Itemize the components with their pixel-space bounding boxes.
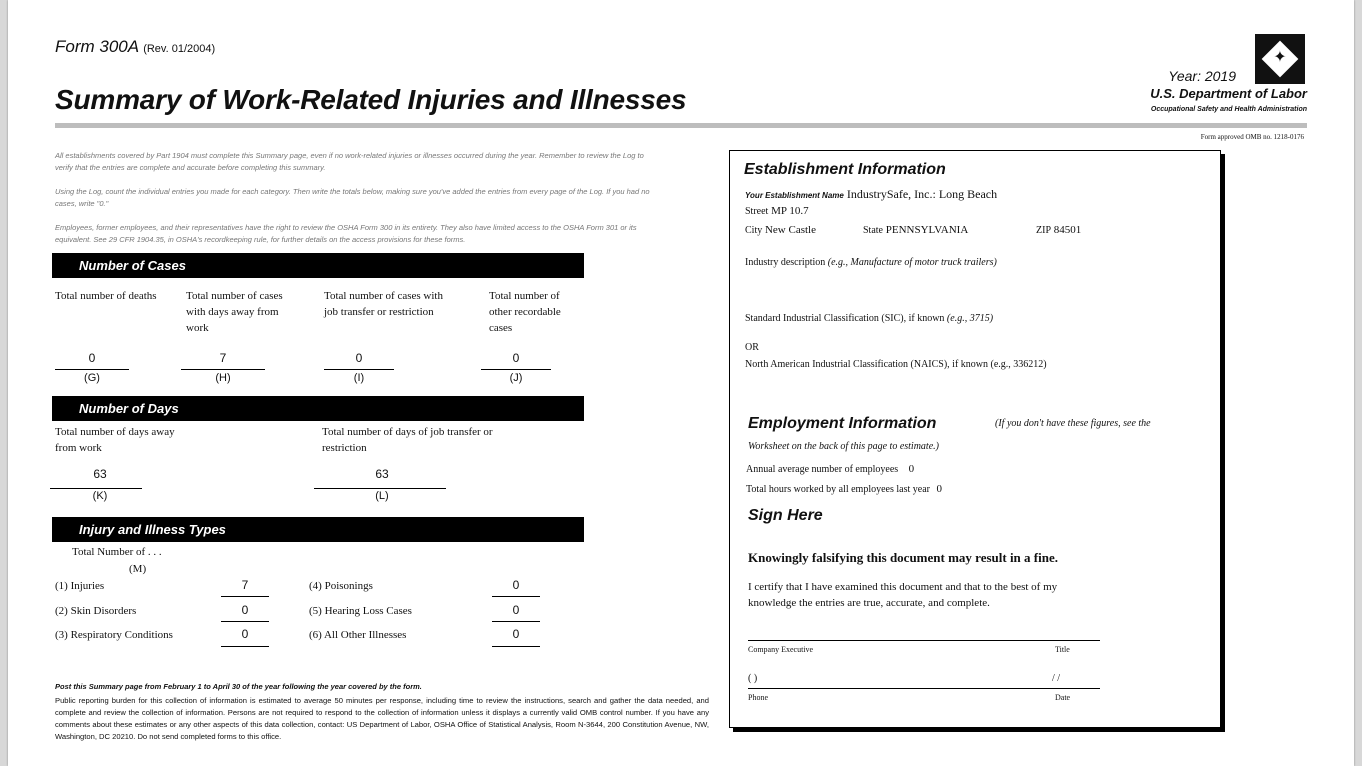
avg-employees-label: Annual average number of employees [746, 464, 899, 475]
other-recordable-label: Total number of other recordable cases [489, 290, 561, 334]
days-transfer-label: Total number of days of job transfer or restriction [322, 426, 493, 454]
days-away-value: 63 [93, 467, 107, 481]
poisonings-label: (4) Poisonings [309, 580, 373, 592]
injuries-value: 7 [241, 578, 249, 592]
burden-statement: Public reporting burden for this collection of information is estimated to average 50 minutes per response, including time to review the instructions, search and gather the data needed, and complete and review the collection of information. Persons are not required to respond to the collection of information unless it displays a currently valid OMB control number. If you have any comments about these estimates or any other aspects of this data collection, contact: US Department of Labor, OSHA Office of Statistical Analysis, Room N-3644, 200 Constitution Avenue, NW, Washington, DC 20210. Do not send completed forms to this office. [55, 696, 709, 741]
sic-example: (e.g., 3715) [946, 313, 994, 324]
injuries-label: (1) Injuries [55, 580, 105, 592]
skin-disorders-value: 0 [241, 603, 249, 617]
zip-row [1036, 224, 1081, 236]
underline [50, 488, 142, 489]
respiratory-value: 0 [241, 627, 249, 641]
avg-employees-value: 0 [908, 463, 915, 475]
code-m: (M) [129, 563, 147, 575]
certification-text: I certify that I have examined this document and that to the best of my knowledge the entries are true, accurate, and complete. [748, 581, 1058, 609]
poisonings-value: 0 [512, 578, 520, 592]
respiratory-label: (3) Respiratory Conditions [55, 629, 173, 641]
department-name: U.S. Department of Labor [1150, 86, 1307, 101]
underline [221, 621, 269, 622]
establishment-heading: Establishment Information [744, 161, 946, 178]
form-page [8, 0, 1354, 766]
city-label: City [745, 225, 763, 236]
code-k: (K) [92, 490, 108, 502]
days-away-cases-label: Total number of cases with days away from work [186, 290, 283, 334]
deaths-label: Total number of deaths [55, 290, 157, 302]
days-away-label: Total number of days away from work [55, 426, 175, 454]
other-illnesses-value: 0 [512, 627, 520, 641]
industry-label: Industry description [745, 257, 826, 268]
state-row [863, 224, 968, 236]
intro-paragraph: Employees, former employees, and their representatives have the right to review the OSHA Form 300 in its entirety. They also have limited access to the OSHA Form 301 or its equivalent. See 29 CFR 1904.35, in OSHA's recordkeeping rule, for further details on the access provisions for these forms. [55, 223, 637, 244]
naics-label: North American Industrial Classification (NAICS), if known (e.g., 336212) [745, 359, 1047, 370]
skin-disorders-label: (2) Skin Disorders [55, 605, 137, 617]
days-transfer-value: 63 [375, 467, 389, 481]
executive-label: Company Executive [748, 645, 814, 654]
falsify-warning: Knowingly falsifying this document may result in a fine. [748, 550, 1058, 565]
city-value: New Castle [764, 224, 816, 236]
underline [492, 646, 540, 647]
industry-row [745, 257, 997, 268]
sign-heading: Sign Here [748, 507, 823, 524]
phone-label: Phone [748, 693, 768, 702]
intro-paragraph: All establishments covered by Part 1904 must complete this Summary page, even if no work-related injuries or illnesses occurred during the year. Remember to review the Log to verify that the entries are complete and accurate before completing this summary. [55, 151, 644, 172]
establishment-name-value: IndustrySafe, Inc.: Long Beach [846, 187, 998, 201]
city-row [745, 224, 816, 236]
street-label: Street [745, 206, 769, 217]
code-l: (L) [375, 490, 389, 502]
street-value: MP 10.7 [771, 205, 809, 217]
underline [55, 369, 129, 370]
zip-label: ZIP [1036, 225, 1051, 236]
code-i: (I) [353, 372, 365, 384]
street-row [745, 205, 809, 217]
title-label: Title [1055, 645, 1070, 654]
form-number: Form 300A (Rev. 01/2004) [55, 37, 216, 56]
establishment-name-row [745, 187, 997, 202]
omb-number: Form approved OMB no. 1218-0176 [1200, 133, 1304, 141]
sic-row [745, 313, 993, 324]
header-divider [55, 123, 1307, 128]
other-recordable-value: 0 [512, 351, 520, 365]
days-heading: Number of Days [52, 396, 584, 421]
underline [181, 369, 265, 370]
avg-employees-row [746, 463, 914, 475]
agency-name: Occupational Safety and Health Administration [1150, 106, 1307, 113]
deaths-value: 0 [88, 351, 96, 365]
code-j: (J) [509, 372, 523, 384]
page-title: Summary of Work-Related Injuries and Illnesses [55, 84, 687, 115]
underline [314, 488, 446, 489]
code-h: (H) [215, 372, 231, 384]
hearing-loss-value: 0 [512, 603, 520, 617]
post-notice: Post this Summary page from February 1 to April 30 of the year following the year covered by the form. [55, 682, 422, 691]
form-year: Year: 2019 [1168, 68, 1236, 84]
underline [324, 369, 394, 370]
days-away-cases-value: 7 [219, 351, 227, 365]
date-label: Date [1055, 693, 1071, 702]
phone-date-line[interactable] [748, 688, 1100, 689]
state-value: PENNSYLVANIA [885, 224, 969, 236]
employment-note-2: Worksheet on the back of this page to estimate.) [748, 441, 939, 452]
employment-heading: Employment Information [748, 415, 937, 432]
signature-line[interactable] [748, 640, 1100, 641]
underline [492, 596, 540, 597]
establishment-panel [729, 150, 1221, 728]
intro-paragraph: Using the Log, count the individual entries you made for each category. Then write the totals below, making sure you've added the entries from every page of the Log. If you had no cases, write "0." [55, 187, 650, 208]
establishment-name-label: Your Establishment Name [745, 191, 844, 200]
underline [221, 596, 269, 597]
cases-heading: Number of Cases [52, 253, 584, 278]
form-revision: (Rev. 01/2004) [143, 43, 216, 55]
underline [492, 621, 540, 622]
state-label: State [863, 225, 883, 236]
job-transfer-cases-label: Total number of cases with job transfer or restriction [324, 290, 443, 318]
zip-value: 84501 [1053, 224, 1082, 236]
other-illnesses-label: (6) All Other Illnesses [309, 629, 407, 641]
sic-label: Standard Industrial Classification (SIC), if known [745, 313, 945, 324]
industry-example: (e.g., Manufacture of motor truck trailers) [827, 257, 997, 268]
code-g: (G) [84, 372, 100, 384]
underline [221, 646, 269, 647]
dol-diamond-logo-icon: ✦ [1255, 34, 1305, 84]
underline [481, 369, 551, 370]
employment-note-1: (If you don't have these figures, see the [995, 418, 1151, 429]
total-hours-label: Total hours worked by all employees last year [746, 484, 930, 495]
total-hours-row [746, 483, 942, 495]
total-number-label: Total Number of . . . [72, 546, 162, 558]
or-text: OR [745, 342, 759, 353]
total-hours-value: 0 [936, 483, 942, 495]
job-transfer-cases-value: 0 [355, 351, 363, 365]
types-heading: Injury and Illness Types [52, 517, 584, 542]
hearing-loss-label: (5) Hearing Loss Cases [309, 605, 412, 617]
phone-parens: ( ) [748, 673, 758, 684]
date-slashes: / / [1052, 673, 1061, 684]
